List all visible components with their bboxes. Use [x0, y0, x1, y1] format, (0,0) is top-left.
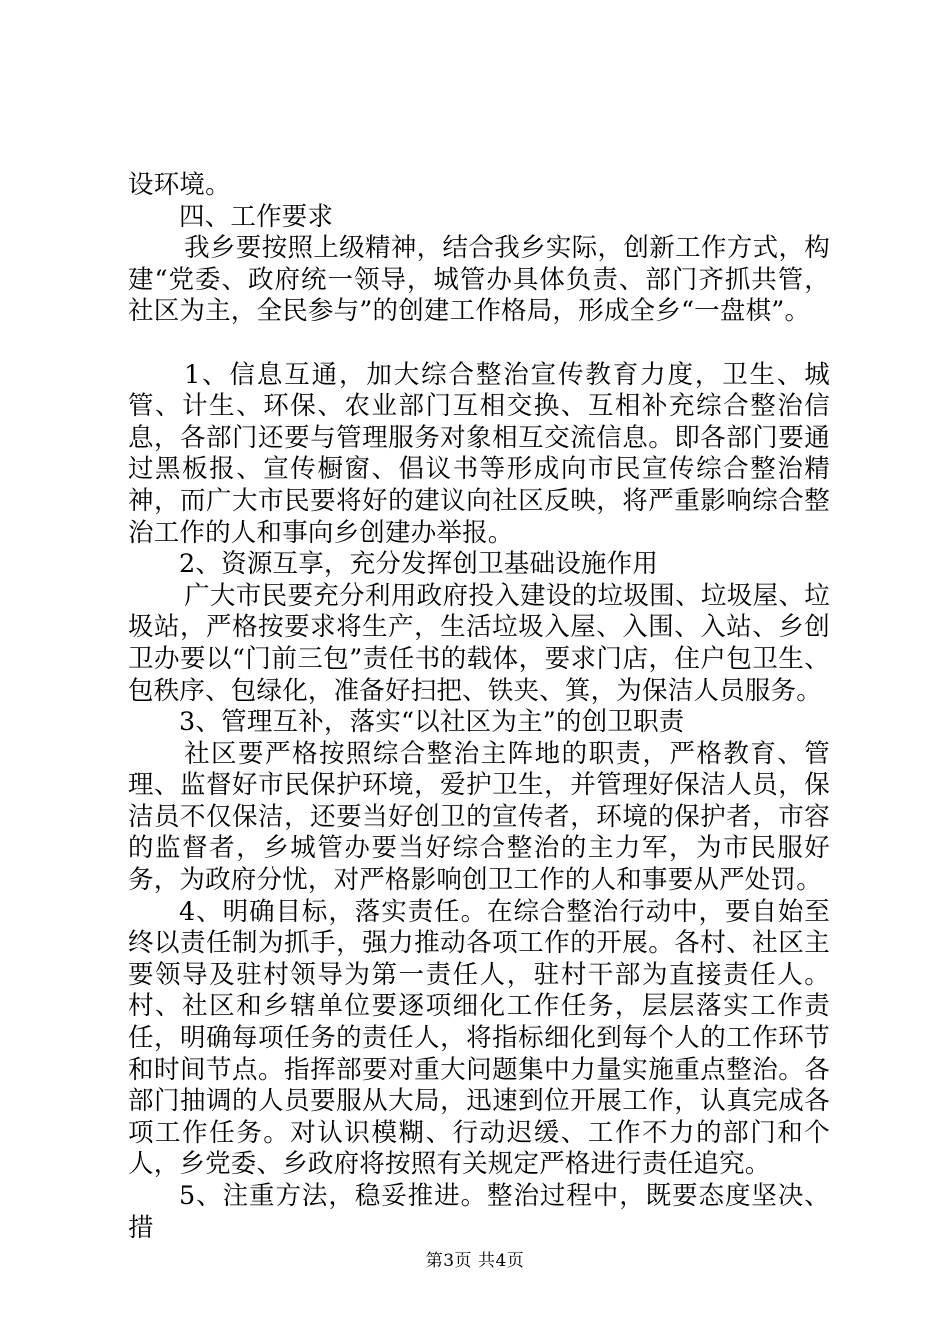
page-footer: 第3页 共4页	[425, 1251, 525, 1271]
paragraph: 1、信息互通，加大综合整治宣传教育力度，卫生、城管、计生、环保、农业部门互相交换、互相补充综合整治信息，各部门还要与管理服务对象相互交流信息。即各部门要通过黑板报、宣传橱窗、倡议书等形成向市民宣传综合整治精神，而广大市民要将好的建议向社区反映，将严重影响综合整治工作的人和事向乡创建办举报。	[128, 359, 830, 548]
paragraph: 我乡要按照上级精神，结合我乡实际，创新工作方式，构建“党委、政府统一领导，城管办具体负责、部门齐抓共管，社区为主，全民参与”的创建工作格局，形成全乡“一盘棋”。	[128, 233, 830, 327]
paragraph: 社区要严格按照综合整治主阵地的职责，严格教育、管理、监督好市民保护环境，爱护卫生，并管理好保洁人员，保洁员不仅保洁，还要当好创卫的宣传者，环境的保护者，市容的监督者，乡城管办要当好综合整治的主力军，为市民服好务，为政府分忧，对严格影响创卫工作的人和事要从严处罚。	[128, 738, 830, 896]
subsection-heading: 3、管理互补，落实“以社区为主”的创卫职责	[179, 707, 685, 738]
subsection-heading: 2、资源互享，充分发挥创卫基础设施作用	[179, 549, 659, 580]
paragraph: 4、明确目标，落实责任。在综合整治行动中，要自始至终以责任制为抓手，强力推动各项工作的开展。各村、社区主要领导及驻村领导为第一责任人，驻村干部为直接责任人。村、社区和乡辖单位要逐项细化工作任务，层层落实工作责任，明确每项任务的责任人，将指标细化到每个人的工作环节和时间节点。指挥部要对重大问题集中力量实施重点整治。各部门抽调的人员要服从大局，迅速到位开展工作，认真完成各项工作任务。对认识模糊、行动迟缓、工作不力的部门和个人，乡党委、乡政府将按照有关规定严格进行责任追究。	[128, 896, 830, 1180]
section-heading: 四、工作要求	[179, 201, 334, 232]
paragraph-continuation: 设环境。	[128, 170, 231, 200]
paragraph: 5、注重方法，稳妥推进。整治过程中，既要态度坚决、措	[128, 1181, 830, 1243]
paragraph: 广大市民要充分利用政府投入建设的垃圾围、垃圾屋、垃圾站，严格按要求将生产，生活垃圾入屋、入围、入站、乡创卫办要以“门前三包”责任书的载体，要求门店，住户包卫生、包秩序、包绿化，准备好扫把、铁夹、箕，为保洁人员服务。	[128, 580, 830, 706]
document-body	[128, 170, 830, 1244]
paragraph-gap	[128, 328, 830, 360]
